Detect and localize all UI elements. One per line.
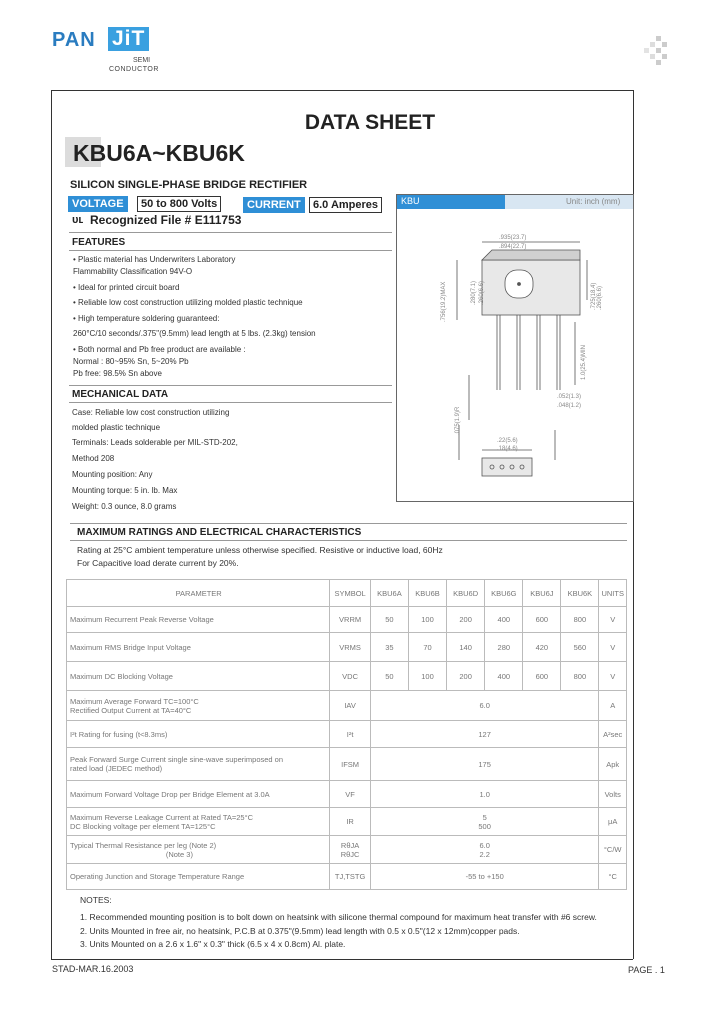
- dim-label: .725(18.4): [591, 282, 597, 310]
- unit-cell: °C: [599, 864, 627, 890]
- part-number: KBU6A~KBU6K: [73, 140, 245, 166]
- param-cell: I²t Rating for fusing (t<8.3ms): [67, 721, 330, 748]
- value-cell: 6.0 2.2: [370, 836, 599, 864]
- dim-label: .894(22.7): [499, 244, 527, 250]
- dim-label: .280(7.1): [471, 280, 477, 305]
- mechanical-item: Weight: 0.3 ounce, 8.0 grams: [72, 502, 177, 511]
- table-row: [67, 836, 627, 864]
- value-cell: 50: [370, 607, 408, 633]
- value-cell: 200: [447, 662, 485, 691]
- value-cell: 600: [523, 607, 561, 633]
- dim-label: .22(5.6): [497, 438, 518, 444]
- dim-label: .075(1.9)R: [455, 406, 461, 435]
- symbol-cell: RθJA RθJC: [330, 836, 371, 864]
- param-cell: Operating Junction and Storage Temperature Range: [67, 864, 330, 890]
- value-cell: 280: [485, 633, 523, 662]
- package-drawing: [397, 210, 631, 498]
- symbol-cell: TJ,TSTG: [330, 864, 371, 890]
- value-cell: 100: [408, 662, 446, 691]
- value-cell: 50: [370, 662, 408, 691]
- package-name: KBU: [401, 196, 420, 206]
- footer-date: STAD-MAR.16.2003: [52, 964, 134, 974]
- footer-divider: [51, 959, 633, 960]
- symbol-cell: VRMS: [330, 633, 371, 662]
- voltage-label: VOLTAGE: [68, 196, 128, 212]
- value-cell: 420: [523, 633, 561, 662]
- table-row: [67, 607, 627, 633]
- unit-label: Unit: inch (mm): [566, 197, 621, 206]
- dim-label: .052(1.3): [557, 394, 582, 400]
- table-header-row: [67, 580, 627, 607]
- rating-conditions: Rating at 25°C ambient temperature unless otherwise specified. Resistive or inductive load, 60Hz: [77, 545, 443, 555]
- note-item: 2. Units Mounted in free air, no heatsink, P.C.B at 0.375"(9.5mm) lead length with 0.5 x 0.5"(12 x 12mm)copper pads.: [80, 926, 520, 936]
- mechanical-heading: MECHANICAL DATA: [72, 389, 169, 400]
- divider: [69, 385, 392, 386]
- mechanical-item: molded plastic technique: [72, 423, 161, 432]
- table-row: [67, 748, 627, 781]
- value-cell: 70: [408, 633, 446, 662]
- symbol-cell: VF: [330, 781, 371, 808]
- dim-label: .756(19.2)MAX: [441, 281, 447, 322]
- ratings-table: [66, 579, 627, 890]
- value-cell: 175: [370, 748, 599, 781]
- symbol-cell: I²t: [330, 721, 371, 748]
- page-number: PAGE . 1: [628, 965, 665, 975]
- table-row: [67, 662, 627, 691]
- logo-semi: SEMI: [133, 57, 151, 64]
- unit-cell: A²sec: [599, 721, 627, 748]
- param-cell: Maximum Reverse Leakage Current at Rated TA=25°C DC Blocking voltage per element TA=125°C: [67, 808, 330, 836]
- svg-text:ᴜʟ: ᴜʟ: [72, 214, 84, 226]
- unit-cell: Apk: [599, 748, 627, 781]
- divider: [69, 250, 392, 251]
- capacitive-note: For Capacitive load derate current by 20%.: [77, 558, 239, 568]
- mechanical-item: Mounting position: Any: [72, 470, 153, 479]
- value-cell: 560: [561, 633, 599, 662]
- dim-label: .260(6.6): [597, 285, 603, 310]
- note-item: 3. Units Mounted on a 2.6 x 1.6" x 0.3" thick (6.5 x 4 x 0.8cm) Al. plate.: [80, 939, 346, 949]
- param-cell: Peak Forward Surge Current single sine-wave superimposed on rated load (JEDEC method): [67, 748, 330, 781]
- value-cell: 35: [370, 633, 408, 662]
- feature-item: • High temperature soldering guaranteed:: [73, 314, 220, 323]
- logo-conductor: CONDUCTOR: [109, 66, 159, 73]
- ul-mark-icon: [72, 212, 88, 229]
- table-row: [67, 808, 627, 836]
- dim-label: 1.0(25.4)MIN: [581, 344, 587, 380]
- dim-label: .935(23.7): [499, 235, 527, 241]
- divider: [70, 523, 627, 524]
- value-cell: 800: [561, 662, 599, 691]
- value-cell: 200: [447, 607, 485, 633]
- value-cell: 6.0: [370, 691, 599, 721]
- header-cell: KBU6A: [370, 580, 408, 607]
- value-cell: -55 to +150: [370, 864, 599, 890]
- mechanical-item: Terminals: Leads solderable per MIL-STD-202,: [72, 438, 238, 447]
- features-heading: FEATURES: [72, 237, 126, 248]
- value-cell: 127: [370, 721, 599, 748]
- value-cell: 400: [485, 662, 523, 691]
- dim-label: .048(1.2): [557, 403, 582, 409]
- value-cell: 5 500: [370, 808, 599, 836]
- dim-label: .260(6.6): [479, 280, 485, 305]
- table-row: [67, 721, 627, 748]
- note-item: 1. Recommended mounting position is to bolt down on heatsink with silicone thermal compound for maximum heat transfer with #6 screw.: [80, 912, 597, 922]
- logo-pan: PAN: [52, 29, 96, 51]
- max-ratings-heading: MAXIMUM RATINGS AND ELECTRICAL CHARACTERISTICS: [77, 527, 362, 538]
- header-cell: KBU6K: [561, 580, 599, 607]
- symbol-cell: VDC: [330, 662, 371, 691]
- mechanical-item: Case: Reliable low cost construction utilizing: [72, 408, 230, 417]
- page-title: DATA SHEET: [304, 111, 436, 134]
- dim-label: .18(4.6): [497, 446, 518, 452]
- logo-jit: JiT: [108, 27, 149, 51]
- param-cell: Maximum Forward Voltage Drop per Bridge Element at 3.0A: [67, 781, 330, 808]
- value-cell: 800: [561, 607, 599, 633]
- table-row: [67, 633, 627, 662]
- header-cell: PARAMETER: [67, 580, 330, 607]
- header-cell: KBU6G: [485, 580, 523, 607]
- unit-cell: Volts: [599, 781, 627, 808]
- divider: [69, 402, 392, 403]
- notes-heading: NOTES:: [80, 895, 112, 905]
- mechanical-item: Mounting torque: 5 in. lb. Max: [72, 486, 178, 495]
- value-cell: 1.0: [370, 781, 599, 808]
- table-row: [67, 691, 627, 721]
- value-cell: 100: [408, 607, 446, 633]
- unit-cell: V: [599, 607, 627, 633]
- divider: [69, 232, 392, 233]
- table-row: [67, 781, 627, 808]
- current-value: 6.0 Amperes: [309, 197, 382, 213]
- feature-item: 260°C/10 seconds/.375"(9.5mm) lead length at 5 lbs. (2.3kg) tension: [73, 329, 316, 338]
- symbol-cell: IAV: [330, 691, 371, 721]
- param-cell: Maximum DC Blocking Voltage: [67, 662, 330, 691]
- feature-item: Flammability Classification 94V-O: [73, 267, 193, 276]
- corner-dots-icon: [636, 36, 672, 72]
- product-subtitle: SILICON SINGLE-PHASE BRIDGE RECTIFIER: [70, 179, 308, 191]
- unit-cell: μA: [599, 808, 627, 836]
- symbol-cell: IR: [330, 808, 371, 836]
- value-cell: 600: [523, 662, 561, 691]
- feature-item: • Plastic material has Underwriters Laboratory: [73, 255, 236, 264]
- feature-item: • Both normal and Pb free product are available :: [73, 345, 246, 354]
- value-cell: 140: [447, 633, 485, 662]
- value-cell: 400: [485, 607, 523, 633]
- unit-cell: °C/W: [599, 836, 627, 864]
- divider: [70, 540, 627, 541]
- param-cell: Maximum Recurrent Peak Reverse Voltage: [67, 607, 330, 633]
- param-cell: Maximum Average Forward TC=100°C Rectified Output Current at TA=40°C: [67, 691, 330, 721]
- recognized-file: Recognized File # E111753: [90, 213, 242, 227]
- param-cell: Typical Thermal Resistance per leg (Note 2) (Note 3): [67, 836, 330, 864]
- unit-cell: V: [599, 662, 627, 691]
- mechanical-item: Method 208: [72, 454, 115, 463]
- symbol-cell: VRRM: [330, 607, 371, 633]
- header-cell: KBU6D: [447, 580, 485, 607]
- voltage-value: 50 to 800 Volts: [137, 196, 221, 212]
- header-cell: UNITS: [599, 580, 627, 607]
- unit-cell: A: [599, 691, 627, 721]
- table-row: [67, 864, 627, 890]
- header-cell: SYMBOL: [330, 580, 371, 607]
- feature-item: Normal : 80~95% Sn, 5~20% Pb: [73, 357, 189, 366]
- header-cell: KBU6J: [523, 580, 561, 607]
- unit-cell: V: [599, 633, 627, 662]
- current-label: CURRENT: [243, 197, 305, 213]
- feature-item: Pb free: 98.5% Sn above: [73, 369, 162, 378]
- param-cell: Maximum RMS Bridge Input Voltage: [67, 633, 330, 662]
- header-cell: KBU6B: [408, 580, 446, 607]
- feature-item: • Reliable low cost construction utilizing molded plastic technique: [73, 298, 303, 307]
- symbol-cell: IFSM: [330, 748, 371, 781]
- feature-item: • Ideal for printed circuit board: [73, 283, 180, 292]
